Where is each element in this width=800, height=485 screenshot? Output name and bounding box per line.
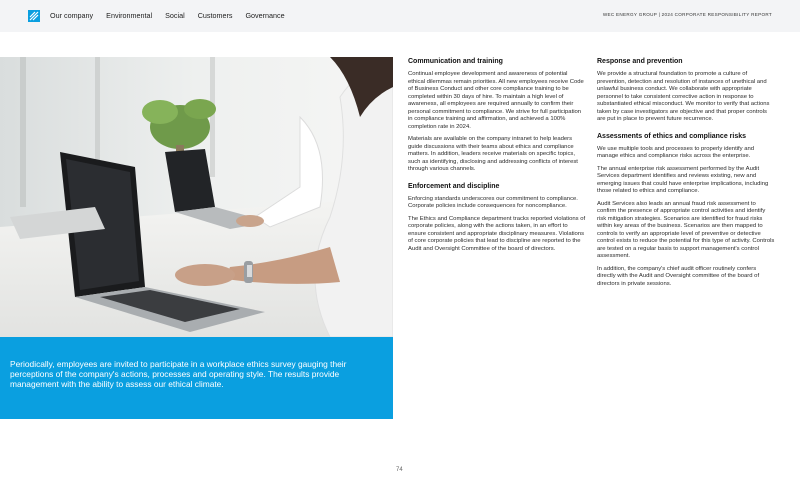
paragraph: Materials are available on the company intranet to help leaders guide discussions with their teams about ethics and compliance matters. In addition, leaders receive materials on specific topics, such as identifying, disclosing and addressing conflicts of interest through various channels. xyxy=(408,136,578,172)
paragraph: Enforcing standards underscores our commitment to compliance. Corporate policies include consequences for noncompliance. xyxy=(408,195,578,209)
nav-item-our-company[interactable]: Our company xyxy=(50,11,94,20)
column-left xyxy=(408,58,586,258)
paragraph: We use multiple tools and processes to properly identify and manage ethics and compliance risks across the enterprise. xyxy=(597,145,755,159)
callout-box xyxy=(0,337,393,419)
heading-enforcement-discipline: Enforcement and discipline xyxy=(408,182,500,190)
laptop-photo-illustration xyxy=(0,57,393,337)
paragraph: The annual enterprise risk assessment performed by the Audit Services department identifies and reviews existing, new and emerging issues that could have enterprise implications, including those related to ethics and compliance. xyxy=(597,165,769,194)
nav-item-environmental[interactable]: Environmental xyxy=(106,11,153,20)
office-laptop-photo xyxy=(0,57,393,337)
heading-response-prevention: Response and prevention xyxy=(597,58,683,65)
paragraph: The Ethics and Compliance department tracks reported violations of corporate policies, along with the actions taken, in an effort to ensure consistent and appropriate disciplinary measures. Violations of core corporate policies that lead to discipline are reported to the Audit and Oversight Committee of the board of directors. xyxy=(408,215,586,252)
column-right xyxy=(597,58,775,293)
page-number: 74 xyxy=(396,467,403,473)
company-logo-icon[interactable] xyxy=(28,10,40,22)
callout-text: Periodically, employees are invited to participate in a workplace ethics survey gauging their perceptions of the company's actions, processes and operating style. The results provide management with the ability to assess our ethical climate. xyxy=(10,359,347,390)
paragraph: Continual employee development and awareness of potential ethical dilemmas remain priorities. All new employees receive Code of Business Conduct and other core compliance training to be completed within 30 days of hire. To maintain a high level of awareness, all employees are required annually to confirm their personal commitment to compliance. We strive for full participation in compliance training and affirmation, and achieved a 100% completion rate in 2024. xyxy=(408,71,584,130)
report-title: WEC ENERGY GROUP | 2024 CORPORATE RESPONSIBILITY REPORT xyxy=(602,12,772,17)
heading-assessments-risks: Assessments of ethics and compliance risks xyxy=(597,132,747,140)
paragraph: Audit Services also leads an annual fraud risk assessment to confirm the presence of appropriate control activities and identify risk mitigation strategies. Scenarios are identified for fraud risks within key areas of the business. Scenarios are then mapped to controls to verify an appropriate level of preventive or detective control exists to reduce the potential for this type of activity. Controls are tested on a regular basis to support management's control assessment. xyxy=(597,200,775,259)
nav-item-customers[interactable]: Customers xyxy=(197,11,233,20)
top-navigation-bar xyxy=(0,0,800,32)
main-nav xyxy=(50,11,285,20)
paragraph: We provide a structural foundation to promote a culture of prevention, detection and resolution of instances of unethical and unlawful business conduct. We collaborate with appropriate personnel to take consistent corrective action in response to substantiated ethical misconduct. We monitor to verify that actions taken by case investigators are objective and that proper controls are put in place to prevent future recurrence. xyxy=(597,71,770,122)
heading-communication-training: Communication and training xyxy=(408,58,503,65)
paragraph: In addition, the company's chief audit officer routinely confers directly with the Audit and Oversight committee of the board of directors in private sessions. xyxy=(597,265,760,287)
nav-item-governance[interactable]: Governance xyxy=(245,11,285,20)
nav-item-social[interactable]: Social xyxy=(165,11,185,20)
